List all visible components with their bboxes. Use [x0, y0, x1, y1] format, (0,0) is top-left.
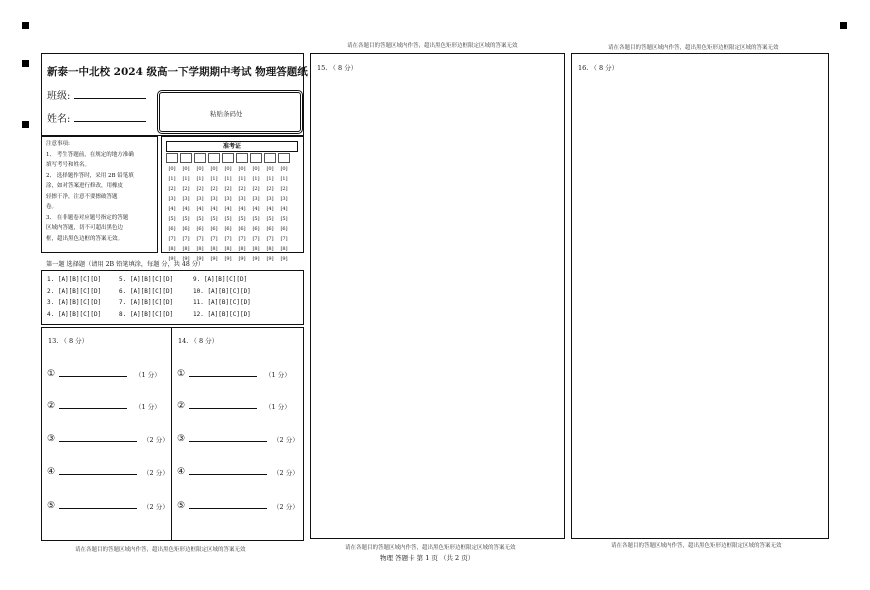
exam-id-blank-cell	[222, 153, 234, 163]
part-score: （2 分）	[273, 503, 299, 511]
warning-bottom-left: 请在各题目的答题区域内作答，超出黑色矩形边框限定区域的答案无效	[75, 547, 246, 553]
exam-id-digit-row	[166, 185, 298, 195]
exam-id-bubble[interactable]: [5]	[266, 216, 274, 222]
notes-lines	[46, 150, 134, 245]
exam-id-bubble[interactable]: [2]	[252, 186, 260, 192]
exam-id-bubble[interactable]: [0]	[238, 166, 246, 172]
exam-id-bubble[interactable]: [0]	[280, 166, 288, 172]
exam-id-bubble[interactable]: [3]	[182, 196, 190, 202]
exam-id-digit-row	[166, 205, 298, 215]
answer-line[interactable]	[189, 507, 267, 509]
exam-id-digit-row	[166, 225, 298, 235]
choice-item[interactable]: 1. [A][B][C][D]	[47, 276, 102, 283]
barcode-area	[159, 92, 301, 132]
registration-mark	[22, 60, 29, 67]
warning-top-mid: 请在各题目的答题区域内作答，超出黑色矩形边框限定区域的答案无效	[347, 43, 518, 49]
answer-line[interactable]	[189, 440, 267, 442]
exam-id-bubble[interactable]: [5]	[196, 216, 204, 222]
q14-panel	[171, 327, 304, 541]
answer-line[interactable]	[189, 375, 257, 377]
part-score: （2 分）	[143, 503, 169, 511]
class-input-line[interactable]	[74, 98, 146, 99]
notes-line: 2、 选择题作答时，采用 2B 铅笔填	[46, 172, 134, 179]
exam-id-bubble[interactable]: [6]	[168, 226, 176, 232]
exam-id-bubble[interactable]: [1]	[210, 176, 218, 182]
exam-id-bubble[interactable]: [7]	[238, 236, 246, 242]
exam-id-bubble[interactable]: [5]	[210, 216, 218, 222]
notes-line: 区域内答题，切不可超出黑色边	[46, 225, 124, 231]
answer-row	[47, 369, 161, 379]
exam-id-bubble[interactable]: [4]	[266, 206, 274, 212]
exam-id-blank-cell	[236, 153, 248, 163]
q14-title: 14. （ 8 分）	[178, 337, 219, 345]
part-score: （2 分）	[273, 469, 299, 477]
exam-id-bubble[interactable]: [5]	[280, 216, 288, 222]
exam-id-bubble[interactable]: [5]	[168, 216, 176, 222]
page-footer: 物理 答题卡 第 1 页 （共 2 页）	[380, 554, 475, 562]
answer-row	[47, 501, 169, 511]
choice-item[interactable]: 4. [A][B][C][D]	[47, 310, 102, 318]
exam-id-bubble[interactable]: [6]	[238, 226, 246, 232]
name-input-line[interactable]	[74, 121, 146, 122]
exam-id-bubble[interactable]: [3]	[196, 196, 204, 202]
notes-line: 1、 考生答题前，在规定的地方准确	[46, 151, 134, 158]
exam-id-bubble[interactable]: [9]	[210, 256, 218, 262]
q13-title: 13. （ 8 分）	[48, 337, 89, 345]
exam-id-digit-row	[166, 175, 298, 185]
answer-line[interactable]	[59, 407, 127, 409]
exam-id-bubble[interactable]: [8]	[182, 246, 190, 252]
notes-line: 框，超出黑色边框的答案无效。	[46, 235, 124, 242]
part-number: ②	[177, 401, 186, 411]
exam-id-digit-row	[166, 165, 298, 175]
exam-id-bubble[interactable]: [8]	[252, 246, 260, 252]
exam-id-bubble[interactable]: [3]	[266, 196, 274, 202]
part-score: （2 分）	[143, 469, 169, 477]
exam-id-digit-rows	[166, 165, 298, 265]
exam-id-bubble[interactable]: [0]	[210, 166, 218, 172]
exam-id-bubble[interactable]: [6]	[280, 226, 288, 232]
exam-id-blank-cell	[166, 153, 178, 163]
answer-row	[177, 369, 291, 379]
exam-id-grid	[166, 141, 298, 265]
registration-mark	[22, 22, 29, 29]
choice-item[interactable]: 12. [A][B][C][D]	[193, 310, 251, 318]
choice-item[interactable]: 5. [A][B][C][D]	[119, 276, 174, 283]
name-label: 姓名:	[47, 114, 71, 125]
exam-id-bubble[interactable]: [4]	[224, 206, 232, 212]
exam-id-digit-row	[166, 245, 298, 255]
exam-id-bubble[interactable]: [5]	[252, 216, 260, 222]
exam-id-bubble[interactable]: [3]	[168, 196, 176, 202]
notes-panel	[41, 136, 158, 253]
exam-id-bubble[interactable]: [1]	[238, 176, 246, 182]
choice-item[interactable]: 6. [A][B][C][D]	[119, 287, 174, 295]
exam-id-header: 准考证	[166, 141, 298, 152]
part-score: （1 分）	[265, 403, 291, 411]
answer-row	[47, 467, 169, 477]
page-title: 新泰一中北校 2024 级高一下学期期中考试 物理答题纸	[47, 66, 308, 78]
exam-id-bubble[interactable]: [3]	[224, 196, 232, 202]
exam-id-bubble[interactable]: [7]	[168, 236, 176, 242]
answer-line[interactable]	[189, 407, 257, 409]
exam-id-bubble[interactable]: [2]	[210, 186, 218, 192]
exam-id-bubble[interactable]: [1]	[266, 176, 274, 182]
part-score: （1 分）	[135, 371, 161, 379]
exam-id-bubble[interactable]: [9]	[168, 256, 176, 262]
exam-id-bubble[interactable]: [3]	[210, 196, 218, 202]
answer-line[interactable]	[59, 507, 137, 509]
warning-bottom-mid: 请在各题目的答题区域内作答，超出黑色矩形边框限定区域的答案无效	[345, 545, 516, 551]
exam-id-bubble[interactable]: [8]	[266, 246, 274, 252]
choice-instructions: 第一题 选择题（请用 2B 铅笔填涂，每题 分，共 48 分）	[46, 261, 205, 268]
exam-id-bubble[interactable]: [4]	[196, 206, 204, 212]
exam-id-bubble[interactable]: [8]	[210, 246, 218, 252]
part-score: （2 分）	[143, 436, 169, 444]
choice-item[interactable]: 3. [A][B][C][D]	[47, 299, 102, 306]
exam-id-bubble[interactable]: [1]	[224, 176, 232, 182]
exam-id-bubble[interactable]: [1]	[196, 176, 204, 182]
choice-panel	[41, 270, 304, 325]
exam-id-bubble[interactable]: [2]	[196, 186, 204, 192]
exam-id-bubble[interactable]: [4]	[238, 206, 246, 212]
warning-bottom-right: 请在各题目的答题区域内作答，超出黑色矩形边框限定区域的答案无效	[611, 543, 782, 549]
exam-id-bubble[interactable]: [7]	[224, 236, 232, 242]
part-number: ③	[47, 434, 56, 444]
exam-id-bubble[interactable]: [2]	[182, 186, 190, 192]
q16-answer-area[interactable]	[571, 53, 829, 539]
exam-id-bubble[interactable]: [7]	[182, 236, 190, 242]
exam-id-bubble[interactable]: [4]	[168, 206, 176, 212]
q15-answer-area[interactable]	[310, 53, 565, 539]
exam-id-bubble[interactable]: [2]	[224, 186, 232, 192]
exam-id-bubble[interactable]: [0]	[266, 166, 274, 172]
exam-id-bubble[interactable]: [3]	[280, 196, 288, 202]
part-number: ④	[47, 467, 56, 477]
exam-id-bubble[interactable]: [4]	[210, 206, 218, 212]
exam-id-bubble[interactable]: [7]	[266, 236, 274, 242]
part-score: （1 分）	[135, 403, 161, 411]
exam-id-bubble[interactable]: [1]	[252, 176, 260, 182]
answer-row	[177, 467, 299, 477]
q15-title: 15. （ 8 分）	[317, 64, 358, 72]
exam-id-bubble[interactable]: [2]	[266, 186, 274, 192]
exam-id-bubble[interactable]: [9]	[280, 256, 288, 262]
part-score: （1 分）	[265, 371, 291, 379]
exam-id-bubble[interactable]: [5]	[224, 216, 232, 222]
part-number: ②	[47, 401, 56, 411]
exam-id-bubble[interactable]: [4]	[252, 206, 260, 212]
exam-id-bubble[interactable]: [7]	[210, 236, 218, 242]
exam-id-bubble[interactable]: [6]	[210, 226, 218, 232]
class-field[interactable]	[47, 87, 146, 102]
part-number: ①	[47, 369, 56, 379]
part-number: ⑤	[177, 501, 186, 511]
part-number: ⑤	[47, 501, 56, 511]
exam-id-blank-cell	[180, 153, 192, 163]
exam-id-bubble[interactable]: [0]	[182, 166, 190, 172]
notes-line: 轻擦干净，注意不要擦破答题	[46, 193, 118, 200]
choice-item[interactable]: 11. [A][B][C][D]	[193, 299, 251, 306]
exam-id-bubble[interactable]: [5]	[238, 216, 246, 222]
exam-id-bubble[interactable]: [0]	[196, 166, 204, 172]
answer-line[interactable]	[59, 473, 137, 475]
warning-top-right: 请在各题目的答题区域内作答，超出黑色矩形边框限定区域的答案无效	[608, 45, 779, 51]
exam-id-blank-cell	[250, 153, 262, 163]
answer-row	[177, 434, 299, 444]
notes-text	[46, 139, 134, 244]
exam-id-bubble[interactable]: [0]	[252, 166, 260, 172]
exam-id-bubble[interactable]: [9]	[224, 256, 232, 262]
exam-id-bubble[interactable]: [1]	[182, 176, 190, 182]
answer-row	[47, 434, 169, 444]
exam-id-bubble[interactable]: [9]	[182, 256, 190, 262]
exam-id-bubble[interactable]: [6]	[196, 226, 204, 232]
exam-id-bubble[interactable]: [3]	[252, 196, 260, 202]
answer-row	[47, 401, 161, 411]
notes-line: 3、 在非题卷对应题号指定的答题	[46, 214, 129, 221]
exam-id-blank-cell	[278, 153, 290, 163]
exam-id-bubble[interactable]: [8]	[238, 246, 246, 252]
exam-id-bubble[interactable]: [6]	[182, 226, 190, 232]
barcode-label: 粘贴条码处	[210, 110, 243, 118]
answer-line[interactable]	[189, 473, 267, 475]
answer-line[interactable]	[59, 440, 137, 442]
exam-id-bubble[interactable]: [9]	[266, 256, 274, 262]
exam-id-bubble[interactable]: [8]	[280, 246, 288, 252]
exam-id-bubble[interactable]: [0]	[224, 166, 232, 172]
answer-line[interactable]	[59, 375, 127, 377]
exam-id-bubble[interactable]: [9]	[196, 256, 204, 262]
notes-line: 涂，如对答案进行修改，用橡皮	[46, 183, 124, 189]
choice-item[interactable]: 8. [A][B][C][D]	[119, 310, 174, 318]
choice-item[interactable]: 9. [A][B][C][D]	[193, 276, 248, 283]
answer-row	[177, 401, 291, 411]
part-number: ④	[177, 467, 186, 477]
registration-mark	[840, 22, 847, 29]
notes-line: 卷。	[46, 204, 58, 210]
exam-id-bubble[interactable]: [4]	[280, 206, 288, 212]
answer-row	[177, 501, 299, 511]
choice-item[interactable]: 2. [A][B][C][D]	[47, 287, 102, 295]
exam-id-bubble[interactable]: [6]	[252, 226, 260, 232]
exam-id-bubble[interactable]: [7]	[280, 236, 288, 242]
exam-id-bubble[interactable]: [9]	[238, 256, 246, 262]
exam-id-digit-row	[166, 195, 298, 205]
exam-id-blank-cell	[208, 153, 220, 163]
notes-heading: 注意事项:	[46, 141, 70, 147]
exam-id-bubble[interactable]: [6]	[266, 226, 274, 232]
exam-id-bubble[interactable]: [7]	[196, 236, 204, 242]
exam-id-bubble[interactable]: [2]	[168, 186, 176, 192]
exam-id-digit-row	[166, 235, 298, 245]
part-number: ①	[177, 369, 186, 379]
class-label: 班级:	[47, 91, 71, 102]
header-panel	[41, 53, 308, 136]
exam-id-digit-row	[166, 215, 298, 225]
exam-id-blank-cell	[194, 153, 206, 163]
exam-id-bubble[interactable]: [3]	[238, 196, 246, 202]
exam-id-bubble[interactable]: [8]	[224, 246, 232, 252]
exam-id-bubble[interactable]: [1]	[280, 176, 288, 182]
q16-title: 16. （ 8 分）	[578, 64, 619, 72]
exam-id-blank-row	[166, 153, 298, 163]
name-field[interactable]	[47, 110, 146, 125]
exam-id-bubble[interactable]: [6]	[224, 226, 232, 232]
exam-id-bubble[interactable]: [9]	[252, 256, 260, 262]
exam-id-bubble[interactable]: [2]	[238, 186, 246, 192]
exam-id-bubble[interactable]: [0]	[168, 166, 176, 172]
choice-item[interactable]: 10. [A][B][C][D]	[193, 287, 251, 295]
exam-id-blank-cell	[264, 153, 276, 163]
notes-line: 填写考号和姓名。	[46, 162, 91, 168]
exam-id-bubble[interactable]: [8]	[196, 246, 204, 252]
q13-panel	[41, 327, 172, 541]
registration-mark	[22, 121, 29, 128]
choice-item[interactable]: 7. [A][B][C][D]	[119, 299, 174, 306]
part-score: （2 分）	[273, 436, 299, 444]
exam-id-bubble[interactable]: [1]	[168, 176, 176, 182]
part-number: ③	[177, 434, 186, 444]
exam-id-bubble[interactable]: [2]	[280, 186, 288, 192]
exam-id-bubble[interactable]: [4]	[182, 206, 190, 212]
exam-id-bubble[interactable]: [8]	[168, 246, 176, 252]
exam-id-bubble[interactable]: [5]	[182, 216, 190, 222]
exam-id-bubble[interactable]: [7]	[252, 236, 260, 242]
